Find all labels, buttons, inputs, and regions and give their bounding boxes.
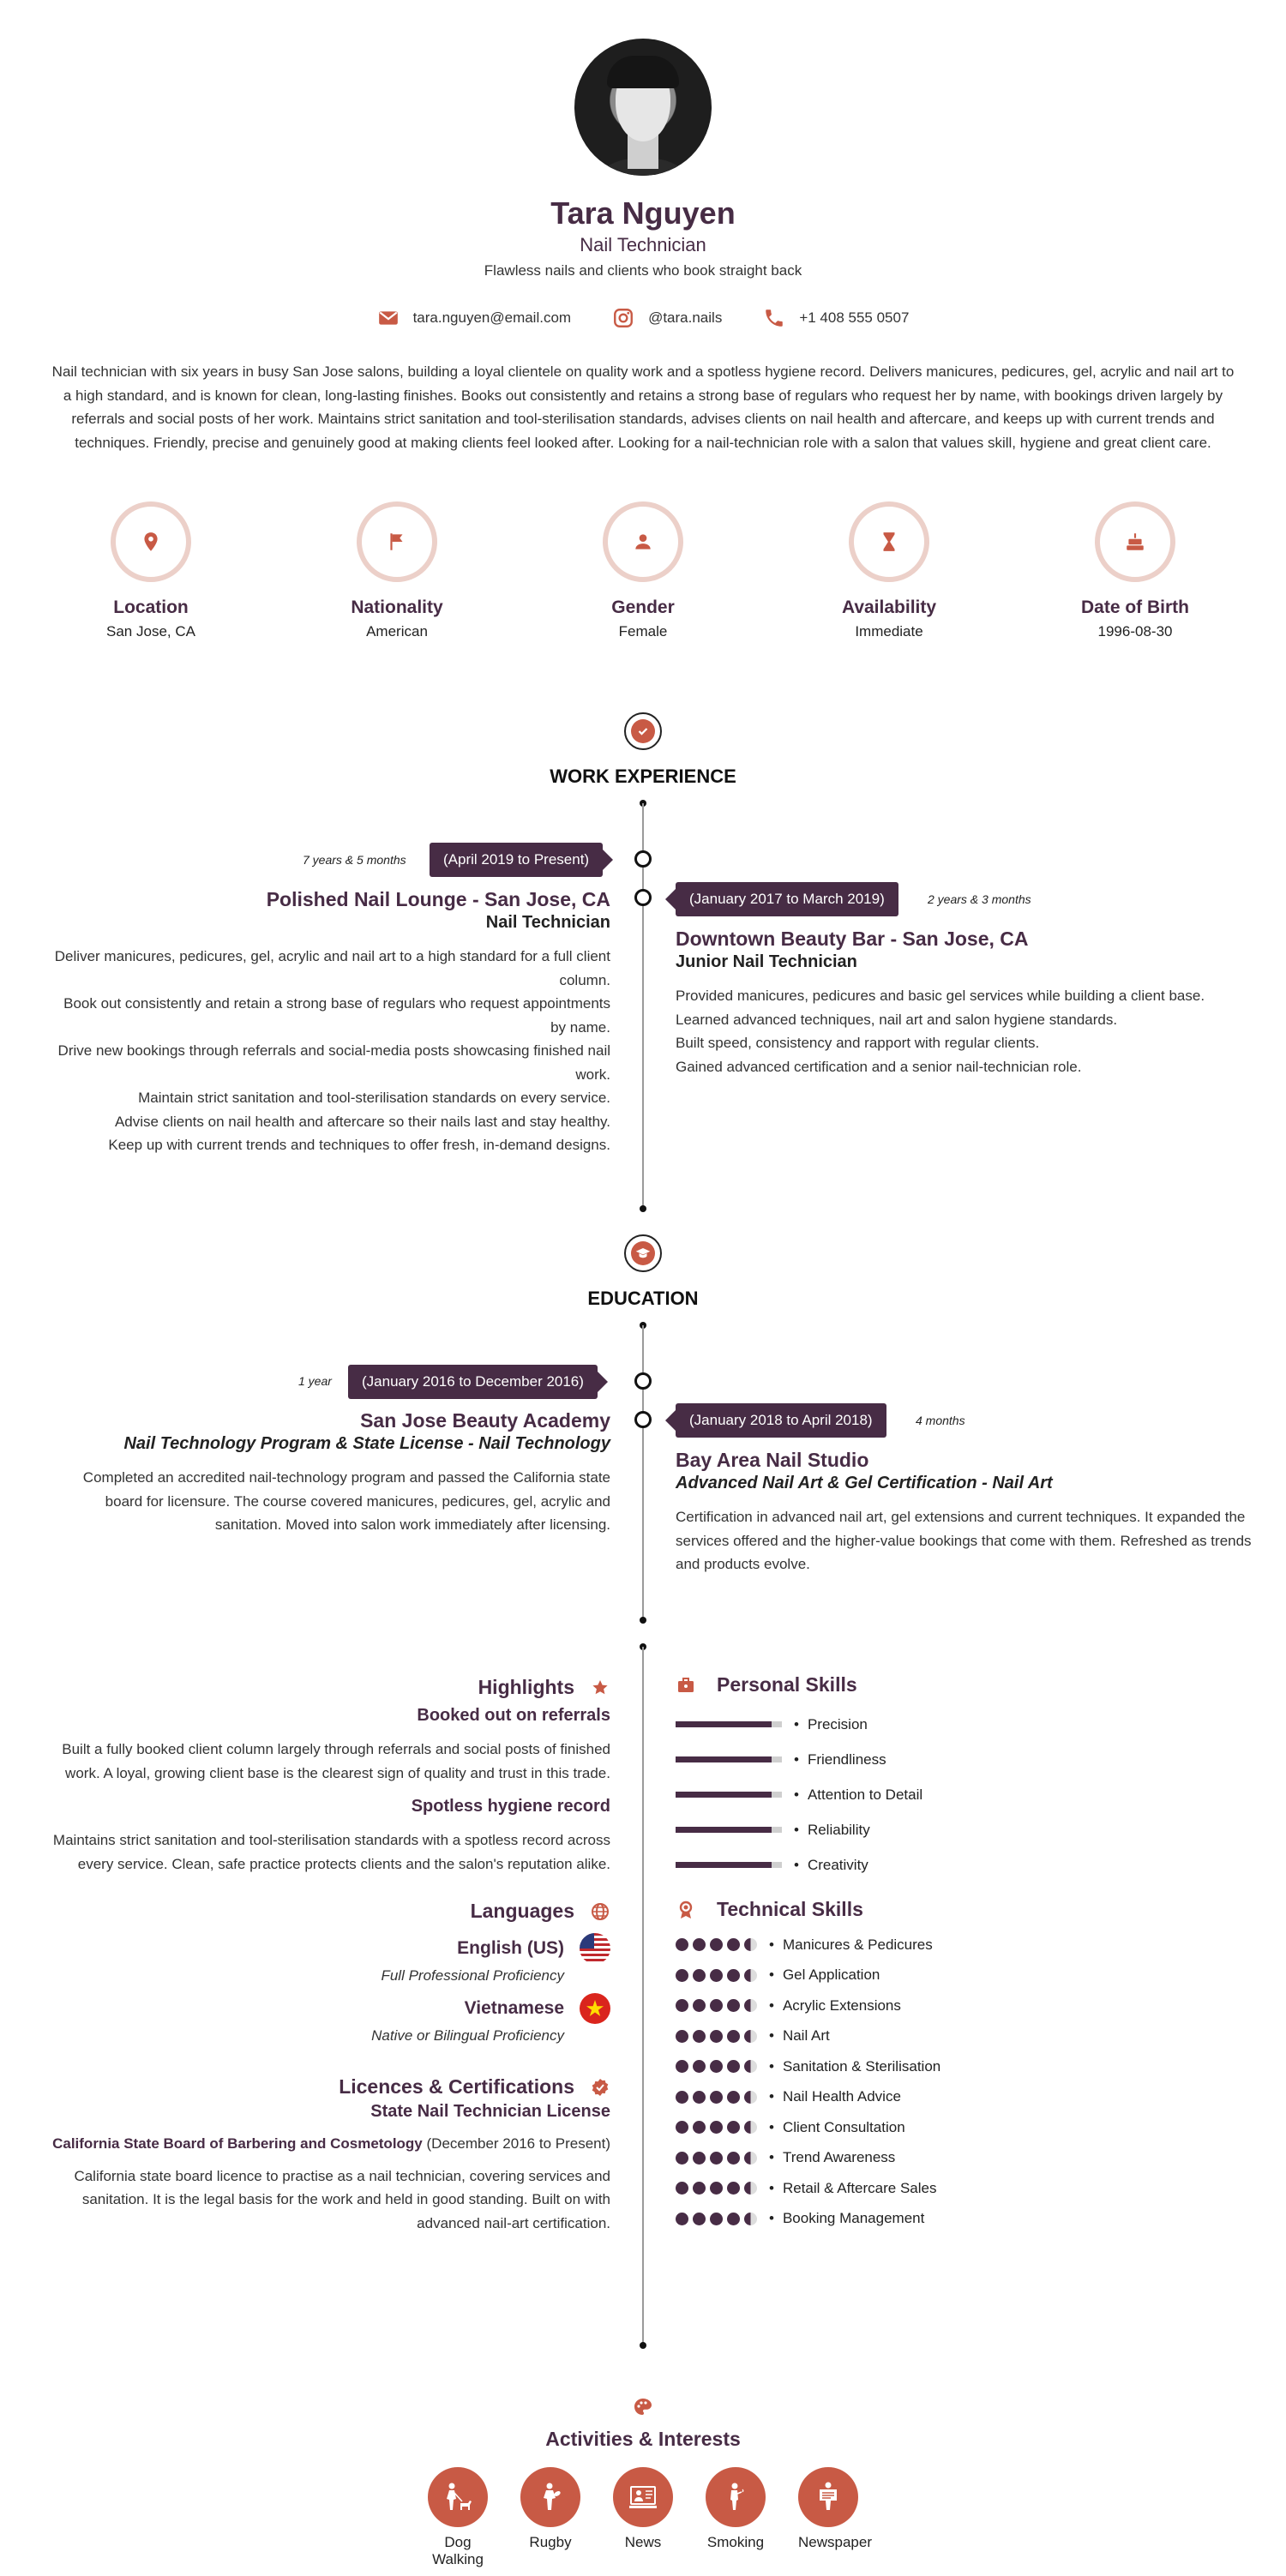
skill-rating: [676, 2121, 757, 2134]
technical-skill-item: [676, 2082, 1252, 2113]
technical-skill-item: [676, 2021, 1252, 2052]
technical-skill-item: [676, 2204, 1252, 2235]
rating-dot: [710, 2121, 723, 2134]
award-ribbon-icon: [676, 1900, 696, 1920]
job-duration: 7 years & 5 months: [303, 853, 406, 867]
rating-dot: [727, 1969, 740, 1982]
language-name: English (US): [457, 1938, 564, 1958]
flag-icon: [386, 531, 408, 553]
skill-rating: [676, 2060, 757, 2073]
contact-email[interactable]: [377, 307, 572, 329]
rating-dot: [727, 2121, 740, 2134]
rating-dot: [693, 2030, 706, 2043]
edu-institution: San Jose Beauty Academy: [360, 1409, 610, 1432]
phone-icon: [763, 307, 785, 329]
rating-dot: [727, 1999, 740, 2012]
personal-skill-item: [676, 1707, 1252, 1742]
personal-skill-item: [676, 1777, 1252, 1812]
email-icon: [377, 307, 400, 329]
bullet: •: [769, 1936, 774, 1953]
edu-duration: 4 months: [916, 1414, 965, 1427]
skill-name: Client Consultation: [782, 2118, 905, 2135]
hourglass-icon: [878, 531, 900, 553]
job-line: Book out consistently and retain a strong base of regulars who request appointments by name.: [63, 995, 610, 1036]
smoking-icon: [718, 2479, 754, 2515]
rating-dot: [744, 2091, 757, 2104]
rating-dot: [727, 2091, 740, 2104]
skill-name: Friendliness: [807, 1750, 886, 1768]
activity-label: Rugby: [529, 2534, 572, 2550]
edu-program: Advanced Nail Art & Gel Certification - Nail Art: [676, 1474, 1053, 1492]
technical-skill-item: [676, 2173, 1252, 2204]
rating-dot: [676, 2121, 688, 2134]
fact-nationality: [303, 501, 491, 640]
rating-dot: [727, 2182, 740, 2195]
rating-dot: [744, 2182, 757, 2195]
rating-dot: [744, 1938, 757, 1951]
right-column: [676, 1673, 1252, 2234]
timeline-node: [634, 850, 652, 868]
technical-skill-item: [676, 2112, 1252, 2143]
rating-dot: [676, 2213, 688, 2225]
language-item: [34, 1993, 610, 2024]
palette-icon: [633, 2397, 653, 2417]
language-name: Vietnamese: [464, 1998, 564, 2018]
fact-label: Nationality: [351, 597, 443, 617]
bullet: •: [769, 2118, 774, 2135]
job-line: Provided manicures, pedicures and basic gel services while building a client base.: [676, 988, 1205, 1004]
job-line: Deliver manicures, pedicures, gel, acrylic and nail art to a high standard for a full client column.: [54, 948, 610, 988]
highlight-text: Built a fully booked client column largely through referrals and social posts of finished work. A loyal, growing client base is the clearest sign of quality and trust in this trade.: [62, 1741, 610, 1781]
licence-name: State Nail Technician License: [370, 2102, 610, 2121]
job-line: Keep up with current trends and techniques to offer fresh, in-demand designs.: [108, 1137, 610, 1153]
fact-label: Availability: [841, 597, 937, 617]
skill-name: Trend Awareness: [782, 2149, 896, 2166]
person-icon: [632, 531, 654, 553]
activity-item: [706, 2467, 766, 2568]
education-section-title: EDUCATION: [587, 1288, 699, 1309]
skill-name: Nail Health Advice: [782, 2088, 901, 2105]
education-section-icon: [624, 1234, 662, 1272]
activity-item: [520, 2467, 580, 2568]
skill-name: Sanitation & Sterilisation: [782, 2057, 941, 2075]
rating-dot: [693, 2091, 706, 2104]
bullet: •: [794, 1715, 799, 1732]
technical-skills-list: [676, 1930, 1252, 2234]
us-flag-icon: [580, 1933, 610, 1964]
skill-name: Manicures & Pedicures: [782, 1936, 933, 1953]
timeline-node: [634, 889, 652, 906]
rating-dot: [693, 1969, 706, 1982]
bullet: •: [769, 2210, 774, 2227]
dog-walking-icon: [440, 2479, 476, 2515]
activities-title: Activities & Interests: [545, 2428, 741, 2450]
timeline-dot: [640, 1617, 646, 1624]
timeline-dot: [640, 2342, 646, 2349]
bullet: •: [769, 2088, 774, 2105]
bullet: •: [769, 2179, 774, 2196]
skill-name: Creativity: [807, 1856, 868, 1873]
globe-icon: [590, 1901, 610, 1922]
fact-value: Immediate: [855, 623, 923, 639]
bullet: •: [794, 1821, 799, 1838]
bullet: •: [769, 2149, 774, 2166]
personal-skill-item: [676, 1847, 1252, 1882]
newspaper-icon: [810, 2479, 846, 2515]
timeline-dot: [640, 1205, 646, 1212]
activity-label: News: [624, 2534, 662, 2550]
location-icon: [140, 531, 162, 553]
rating-dot: [744, 2152, 757, 2165]
skill-rating: [676, 1938, 757, 1951]
avatar: [574, 39, 712, 176]
toolbox-icon: [676, 1675, 696, 1696]
bullet: •: [769, 1967, 774, 1984]
education-timeline-line: [642, 1325, 644, 1621]
contact-bar: [0, 307, 1286, 329]
languages-title: Languages: [470, 1900, 574, 1922]
edu-dates: (January 2016 to December 2016): [348, 1365, 598, 1399]
personal-skill-item: [676, 1812, 1252, 1847]
licences-title: Licences & Certifications: [339, 2075, 574, 2098]
job-employer: Polished Nail Lounge - San Jose, CA: [266, 888, 610, 910]
education-entry: [45, 1409, 610, 1537]
highlight-text: Maintains strict sanitation and tool-sterilisation standards with a spotless record across every service. Clean, safe practice protects clients and the salon's reputation alike.: [52, 1832, 610, 1872]
fact-date-of-birth: [1041, 501, 1229, 640]
timeline-node: [634, 1372, 652, 1390]
skill-level-bar: [676, 1721, 782, 1727]
job-employer: Downtown Beauty Bar - San Jose, CA: [676, 928, 1029, 950]
job-description: [676, 984, 1241, 1078]
email-text: tara.nguyen@email.com: [412, 309, 572, 326]
activity-item: [798, 2467, 872, 2568]
highlights-title: Highlights: [478, 1676, 574, 1698]
rating-dot: [710, 2060, 723, 2073]
timeline-node: [634, 1411, 652, 1428]
job-entry: [676, 928, 1241, 1078]
edu-dates: (January 2018 to April 2018): [676, 1403, 886, 1438]
rating-dot: [693, 2152, 706, 2165]
skill-rating: [676, 2152, 757, 2165]
tagline: Flawless nails and clients who book straight back: [484, 262, 802, 279]
left-column: [34, 1676, 610, 2235]
bullet: •: [794, 1750, 799, 1768]
rating-dot: [727, 2030, 740, 2043]
technical-skill-item: [676, 2051, 1252, 2082]
job-line: Drive new bookings through referrals and social-media posts showcasing finished nail work.: [57, 1042, 610, 1083]
rating-dot: [710, 1969, 723, 1982]
licence-issuer: California State Board of Barbering and Cosmetology: [52, 2135, 423, 2152]
technical-skill-item: [676, 1930, 1252, 1961]
rating-dot: [727, 1938, 740, 1951]
skill-rating: [676, 2030, 757, 2043]
instagram-icon: [612, 307, 634, 329]
vietnam-flag-icon: [580, 1993, 610, 2024]
fact-gender: [549, 501, 737, 640]
cake-icon: [1124, 531, 1146, 553]
rating-dot: [710, 2091, 723, 2104]
graduation-cap-icon: [635, 1246, 651, 1261]
skill-level-bar: [676, 1827, 782, 1833]
instagram-text: @tara.nails: [648, 309, 723, 326]
skill-name: Attention to Detail: [807, 1786, 923, 1803]
rating-dot: [744, 2030, 757, 2043]
rating-dot: [676, 1999, 688, 2012]
news-icon: [625, 2479, 661, 2515]
rating-dot: [676, 2152, 688, 2165]
job-line: Maintain strict sanitation and tool-sterilisation standards on every service.: [138, 1090, 610, 1106]
job-dates: (January 2017 to March 2019): [676, 882, 898, 916]
licence-text: California state board licence to practise as a nail technician, covering services and sanitation. It is the legal basis for the work and held in good standing. Built on with advanced nail-art certification.: [74, 2167, 610, 2231]
activity-label: Dog Walking: [432, 2534, 484, 2567]
rating-dot: [727, 2060, 740, 2073]
activities-list: [0, 2467, 1286, 2568]
skill-rating: [676, 1999, 757, 2012]
rating-dot: [676, 2182, 688, 2195]
rating-dot: [727, 2213, 740, 2225]
certificate-badge-icon: [590, 2077, 610, 2098]
fact-label: Gender: [611, 597, 675, 617]
edu-duration: 1 year: [298, 1374, 332, 1388]
phone-text: +1 408 555 0507: [799, 309, 910, 326]
bullet: •: [769, 2057, 774, 2075]
rating-dot: [744, 1999, 757, 2012]
activity-item: [613, 2467, 673, 2568]
work-section-icon: [624, 712, 662, 750]
badge-check-icon: [635, 724, 651, 739]
fact-location: [57, 501, 245, 640]
lower-divider-line: [642, 1647, 644, 2345]
profile-summary: Nail technician with six years in busy San Jose salons, building a loyal clientele on quality work and a spotless hygiene record. Delivers manicures, pedicures, gel, acrylic and nail art to a high standard, and is known for clean, long-lasting finishes. Books out consistently and retains a strong base of regulars who request her by name, with bookings driven largely by referrals and social posts of her work. Maintains strict sanitation and tool-sterilisation standards, advises clients on nail health and aftercare, and keeps up with current trends and techniques. Friendly, precise and genuinely good at making clients feel looked after. Looking for a nail-technician role with a salon that values skill, hygiene and great client care.: [51, 363, 1235, 451]
bullet: •: [794, 1856, 799, 1873]
rating-dot: [693, 1938, 706, 1951]
rating-dot: [727, 2152, 740, 2165]
skill-name: Precision: [807, 1715, 868, 1732]
rating-dot: [710, 1938, 723, 1951]
rugby-icon: [532, 2479, 568, 2515]
skill-level-bar: [676, 1862, 782, 1868]
personal-skills-title: Personal Skills: [717, 1673, 857, 1696]
skill-name: Gel Application: [782, 1967, 880, 1984]
edu-description: Completed an accredited nail-technology program and passed the California state board for licensure. The course covered manicures, pedicures, gel, acrylic and sanitation. Moved into salon work immediately after licensing.: [82, 1469, 610, 1533]
rating-dot: [676, 2060, 688, 2073]
rating-dot: [744, 2213, 757, 2225]
fact-value: American: [366, 623, 428, 639]
rating-dot: [710, 2213, 723, 2225]
skill-name: Reliability: [807, 1821, 870, 1838]
contact-instagram[interactable]: [612, 307, 722, 329]
fact-label: Location: [113, 597, 189, 617]
bullet: •: [769, 2027, 774, 2045]
highlight-title: Booked out on referrals: [417, 1706, 610, 1725]
fact-availability: [795, 501, 983, 640]
work-section-title: WORK EXPERIENCE: [550, 766, 736, 787]
job-line: Built speed, consistency and rapport with regular clients.: [676, 1035, 1040, 1051]
edu-description: Certification in advanced nail art, gel extensions and current techniques. It expanded the services offered and the higher-value bookings that come with them. Refreshed as trends and products evolve.: [676, 1509, 1252, 1572]
skill-name: Booking Management: [782, 2210, 925, 2227]
language-level: Full Professional Proficiency: [381, 1967, 564, 1984]
skill-name: Retail & Aftercare Sales: [782, 2179, 937, 2196]
candidate-name: Tara Nguyen: [550, 195, 736, 231]
skill-rating: [676, 2091, 757, 2104]
job-line: Advise clients on nail health and aftercare so their nails last and stay healthy.: [114, 1113, 610, 1130]
star-award-icon: [590, 1678, 610, 1698]
job-role: Junior Nail Technician: [676, 952, 857, 971]
technical-skill-item: [676, 1991, 1252, 2021]
skill-name: Nail Art: [782, 2027, 830, 2045]
job-role: Nail Technician: [485, 913, 610, 932]
job-line: Gained advanced certification and a senior nail-technician role.: [676, 1058, 1082, 1075]
licence-issuer-line: [34, 2132, 610, 2156]
highlight-title: Spotless hygiene record: [411, 1797, 610, 1816]
rating-dot: [676, 2091, 688, 2104]
personal-skill-item: [676, 1742, 1252, 1777]
rating-dot: [676, 1969, 688, 1982]
rating-dot: [693, 2060, 706, 2073]
rating-dot: [744, 2121, 757, 2134]
job-dates: (April 2019 to Present): [430, 843, 603, 877]
edu-program: Nail Technology Program & State License - Nail Technology: [123, 1434, 610, 1453]
skill-level-bar: [676, 1792, 782, 1798]
activity-label: Newspaper: [798, 2534, 872, 2550]
fact-value: San Jose, CA: [106, 623, 195, 639]
skill-rating: [676, 1969, 757, 1982]
language-level: Native or Bilingual Proficiency: [371, 2027, 564, 2044]
skill-rating: [676, 2182, 757, 2195]
skill-rating: [676, 2213, 757, 2225]
skill-level-bar: [676, 1756, 782, 1762]
bullet: •: [769, 1997, 774, 2014]
fact-value: Female: [618, 623, 668, 639]
rating-dot: [676, 2030, 688, 2043]
technical-skills-title: Technical Skills: [717, 1898, 863, 1920]
rating-dot: [710, 1999, 723, 2012]
fact-label: Date of Birth: [1081, 597, 1189, 617]
rating-dot: [676, 1938, 688, 1951]
rating-dot: [710, 2182, 723, 2195]
rating-dot: [693, 2121, 706, 2134]
rating-dot: [744, 1969, 757, 1982]
job-line: Learned advanced techniques, nail art and salon hygiene standards.: [676, 1011, 1118, 1028]
technical-skill-item: [676, 1961, 1252, 1991]
language-item: [34, 1933, 610, 1964]
edu-institution: Bay Area Nail Studio: [676, 1449, 869, 1471]
rating-dot: [710, 2152, 723, 2165]
licence-dates: (December 2016 to Present): [426, 2135, 610, 2152]
job-title: Nail Technician: [580, 234, 706, 255]
rating-dot: [693, 2213, 706, 2225]
activity-item: [428, 2467, 488, 2568]
technical-skill-item: [676, 2143, 1252, 2174]
rating-dot: [693, 1999, 706, 2012]
activity-label: Smoking: [706, 2534, 765, 2550]
job-description: [45, 945, 610, 1157]
bullet: •: [794, 1786, 799, 1803]
personal-skills-list: [676, 1707, 1252, 1882]
rating-dot: [710, 2030, 723, 2043]
job-entry: [45, 888, 610, 1157]
rating-dot: [693, 2182, 706, 2195]
job-duration: 2 years & 3 months: [928, 892, 1031, 906]
rating-dot: [744, 2060, 757, 2073]
fact-value: 1996-08-30: [1097, 623, 1173, 639]
education-entry: [676, 1449, 1252, 1576]
skill-name: Acrylic Extensions: [782, 1997, 901, 2014]
contact-phone[interactable]: [763, 307, 909, 329]
